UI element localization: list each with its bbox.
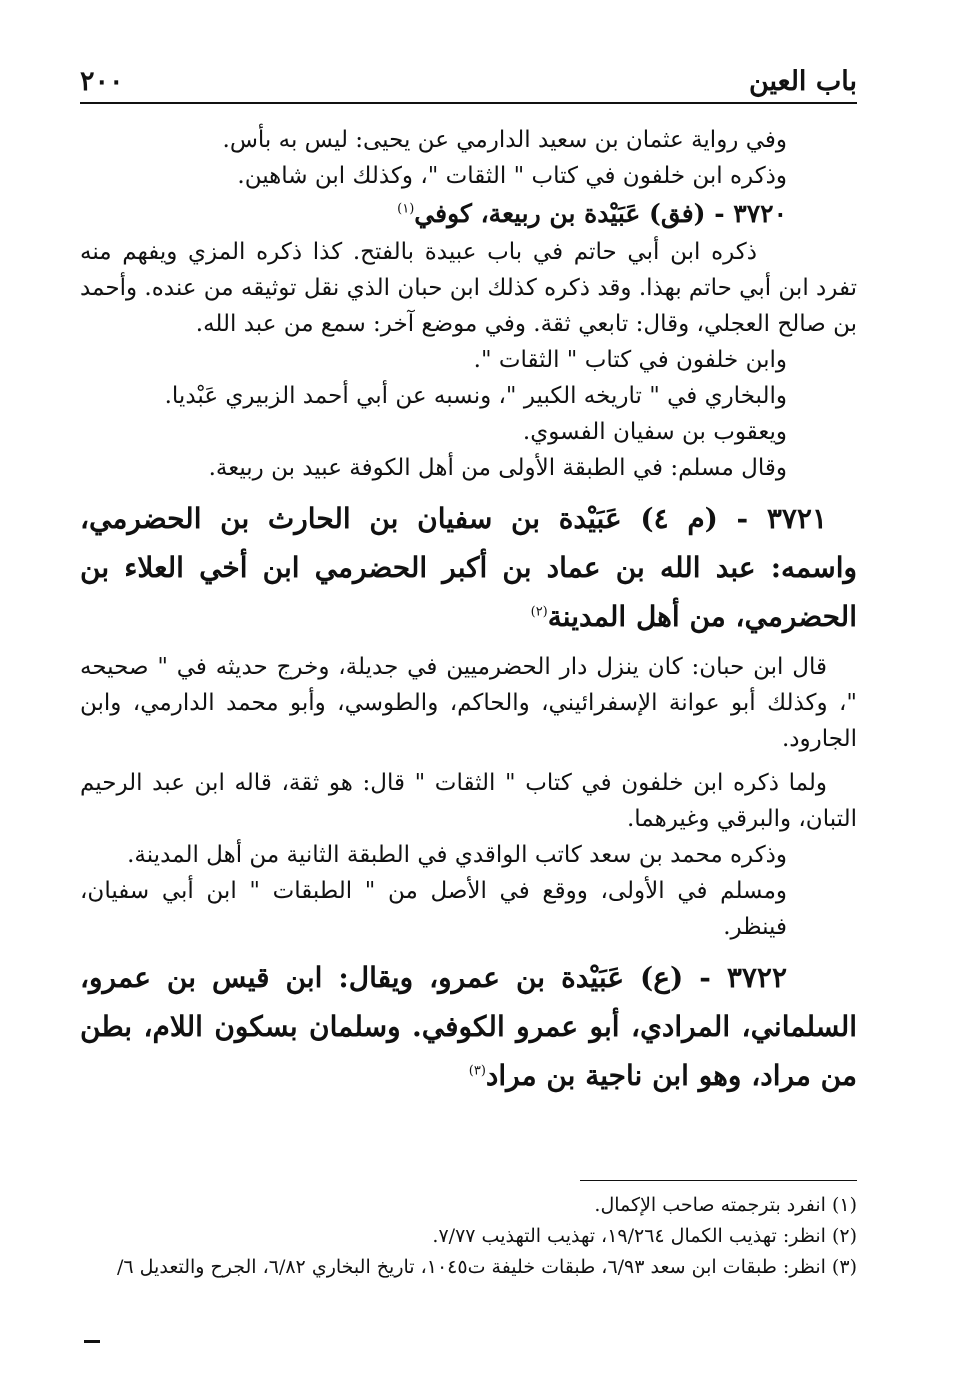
paragraph: وفي رواية عثمان بن سعيد الدارمي عن يحيى: ليس به بأس. (222, 127, 787, 153)
page-number: ٢٠٠ (80, 66, 124, 97)
paragraph: وذكره ابن خلفون في كتاب " الثقات "، وكذلك ابن شاهين. (237, 163, 787, 189)
paragraph-text: ذكره ابن أبي حاتم في باب عبيدة بالفتح. كذا ذكره المزي ويفهم منه تفرد ابن أبي حاتم بهذا. وقد ذكره كذلك ابن حبان الذي نقل توثيقه من عنده. وأحمد بن صالح العجلي، وقال: تابعي ثقة. وفي موضع آخر: سمع من عبد الله. (79, 239, 857, 337)
paragraph: والبخاري في " تاريخه الكبير "، ونسبه عن أبي أحمد الزبيري عَبْديا. (164, 383, 787, 409)
chapter-title: باب العين (748, 66, 857, 97)
continuation-dash (84, 1340, 100, 1343)
paragraph: وقال مسلم: في الطبقة الأولى من أهل الكوفة عبيد بن ربيعة. (208, 455, 787, 481)
entry-heading-3720 (80, 194, 857, 234)
paragraph (80, 765, 857, 837)
paragraph: وابن خلفون في كتاب " الثقات ". (473, 347, 787, 373)
footnote-mark: (١) (397, 201, 415, 217)
paragraph: ومسلم في الأولى، ووقع في الأصل من " الطبقات " ابن أبي سفيان، فينظر. (80, 878, 787, 940)
spacer (80, 945, 857, 953)
paragraph: وذكره محمد بن سعد كاتب الواقدي في الطبقة الثانية من أهل المدينة. (127, 842, 787, 868)
heading-text: ٣٧٢٠ - (فق) عَبَيْدة بن ربيعة، كوفي (414, 199, 787, 228)
footnote-separator (580, 1180, 857, 1181)
header-rule (80, 102, 857, 104)
main-text (80, 122, 857, 1100)
footnote: (٢) انظر: تهذيب الكمال ١٩/٢٦٤، تهذيب التهذيب ٧/٧٧. (432, 1225, 857, 1247)
paragraph-text: ولما ذكره ابن خلفون في كتاب " الثقات " قال: هو ثقة، قاله ابن عبد الرحيم التبان، والبرقي وغيرهما. (80, 770, 857, 832)
heading-text: ٣٧٢٢ - (ع) عَبَيْدة بن عمرو، ويقال: ابن قيس بن عمرو، السلماني، المرادي، أبو عمرو الكوفي. وسلمان بسكون اللام، بطن من مراد، وهو ابن ناجية بن مراد (80, 961, 857, 1092)
paragraph: ويعقوب بن سفيان الفسوي. (522, 419, 787, 445)
heading-text: ٣٧٢١ - (م ٤) عَبَيْدة بن سفيان بن الحارث بن الحضرمي، واسمه: عبد الله بن عماد بن أكبر الحضرمي ابن أخي العلاء بن الحضرمي، من أهل المدينة (80, 502, 857, 633)
entry-heading-3722 (80, 953, 857, 1100)
footnote-mark: (٢) (530, 604, 548, 620)
spacer (80, 641, 857, 649)
paragraph-text: قال ابن حبان: كان ينزل دار الحضرميين في جديلة، وخرج حديثه في " صحيحه "، وكذلك أبو عوانة الإسفرائيني، والحاكم، والطوسي، وأبو محمد الدارمي، وابن الجارود. (80, 654, 857, 752)
paragraph (80, 234, 857, 342)
footnotes (80, 1190, 857, 1283)
spacer (80, 757, 857, 765)
entry-heading-3721 (80, 494, 857, 641)
footnote-mark: (٣) (468, 1063, 486, 1079)
page-header (80, 58, 857, 104)
footnote: (١) انفرد بترجمته صاحب الإكمال. (594, 1194, 857, 1216)
footnote: (٣) انظر: طبقات ابن سعد ٦/٩٣، طبقات خليفة ت١٠٤٥، تاريخ البخاري ٦/٨٢، الجرح والتعديل ٦/ (117, 1256, 857, 1278)
spacer (80, 486, 857, 494)
paragraph (80, 649, 857, 757)
